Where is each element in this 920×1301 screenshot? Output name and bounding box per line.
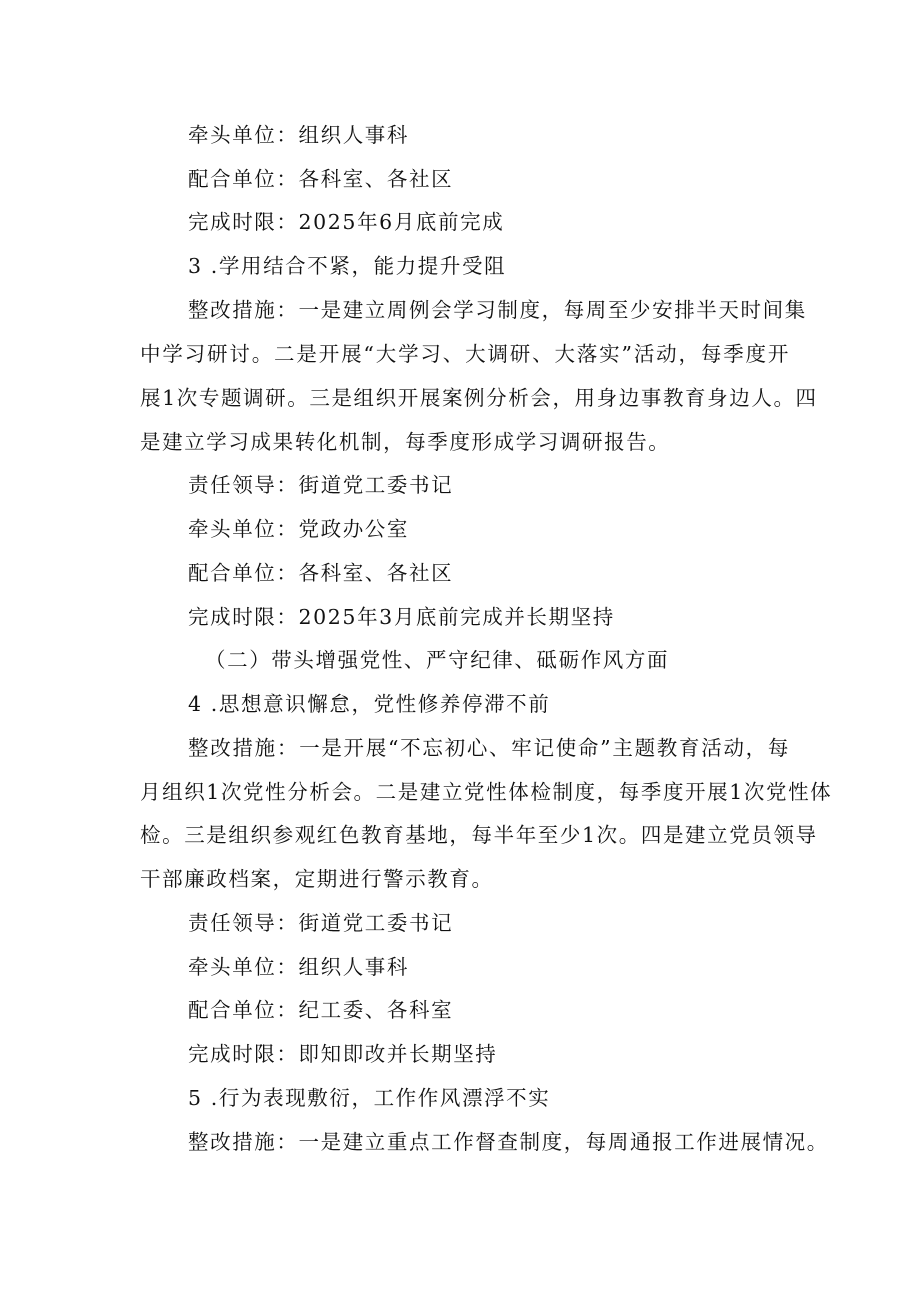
support-unit-line: 配合单位：各科室、各社区 xyxy=(188,167,454,191)
lead-unit-line: 牵头单位：组织人事科 xyxy=(188,123,409,147)
deadline-line: 完成时限：即知即改并长期坚持 xyxy=(188,1042,498,1066)
support-unit-line: 配合单位：各科室、各社区 xyxy=(188,561,454,585)
responsible-leader-line: 责任领导：街道党工委书记 xyxy=(188,473,454,497)
measures-paragraph-line: 干部廉政档案，定期进行警示教育。 xyxy=(140,867,494,891)
lead-unit-line: 牵头单位：党政办公室 xyxy=(188,517,409,541)
deadline-line: 完成时限：2025年3月底前完成并长期坚持 xyxy=(188,605,615,629)
item-heading-5: 5 .行为表现敷衍，工作作风漂浮不实 xyxy=(188,1086,551,1110)
lead-unit-line: 牵头单位：组织人事科 xyxy=(188,955,409,979)
measures-paragraph-line: 中学习研讨。二是开展“大学习、大调研、大落实”活动，每季度开 xyxy=(140,342,790,366)
measures-paragraph-line: 整改措施：一是开展“不忘初心、牢记使命”主题教育活动，每 xyxy=(188,736,790,760)
measures-paragraph-line: 是建立学习成果转化机制，每季度形成学习调研报告。 xyxy=(140,430,671,454)
measures-paragraph-line: 月组织1次党性分析会。二是建立党性体检制度，每季度开展1次党性体 xyxy=(140,780,833,804)
section-heading-2: （二）带头增强党性、严守纪律、砥砺作风方面 xyxy=(205,648,670,672)
item-heading-3: 3 .学用结合不紧，能力提升受阻 xyxy=(188,254,507,278)
deadline-line: 完成时限：2025年6月底前完成 xyxy=(188,210,505,234)
measures-paragraph-line: 整改措施：一是建立周例会学习制度，每周至少安排半天时间集 xyxy=(188,298,807,322)
measures-paragraph-line: 整改措施：一是建立重点工作督查制度，每周通报工作进展情况。 xyxy=(188,1130,829,1154)
measures-paragraph-line: 检。三是组织参观红色教育基地，每半年至少1次。四是建立党员领导 xyxy=(140,823,818,847)
responsible-leader-line: 责任领导：街道党工委书记 xyxy=(188,911,454,935)
measures-paragraph-line: 展1次专题调研。三是组织开展案例分析会，用身边事教育身边人。四 xyxy=(140,386,818,410)
item-heading-4: 4 .思想意识懈怠，党性修养停滞不前 xyxy=(188,692,551,716)
support-unit-line: 配合单位：纪工委、各科室 xyxy=(188,998,454,1022)
